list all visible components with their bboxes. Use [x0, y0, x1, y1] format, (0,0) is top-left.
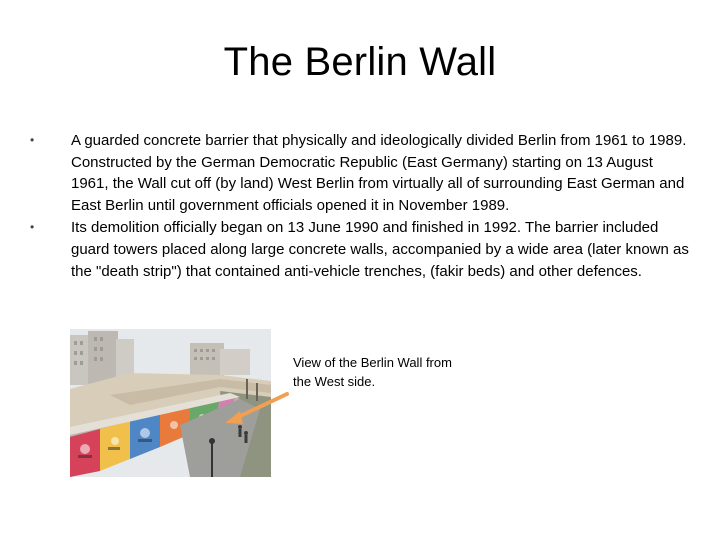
- bullet-text: A guarded concrete barrier that physically and ideologically divided Berlin from 1961 to 1989. Constructed by the German Democratic Republic (East Germany) starting on 13 August 1961, the Wall cut off (by land) West Berlin from virtually all of surrounding East German and East Berlin until government officials opened it in November 1989.: [71, 132, 687, 214]
- slide-title: The Berlin Wall: [223, 40, 497, 84]
- bullet-text: Its demolition officially began on 13 June 1990 and finished in 1992. The barrier included guard towers placed along large concrete walls, accompanied by a wide area (later known as the "death strip") that contained anti-vehicle trenches, (fakir beds) and other defences.: [71, 219, 689, 280]
- bullet-list: [30, 130, 690, 282]
- bullet-marker: •: [30, 220, 35, 235]
- berlin-wall-photo: [70, 329, 271, 477]
- bullet-item: [30, 130, 690, 216]
- bullet-item: [30, 217, 690, 282]
- bullet-marker: •: [30, 133, 35, 147]
- photo-caption: View of the Berlin Wall from the West side.: [293, 355, 452, 389]
